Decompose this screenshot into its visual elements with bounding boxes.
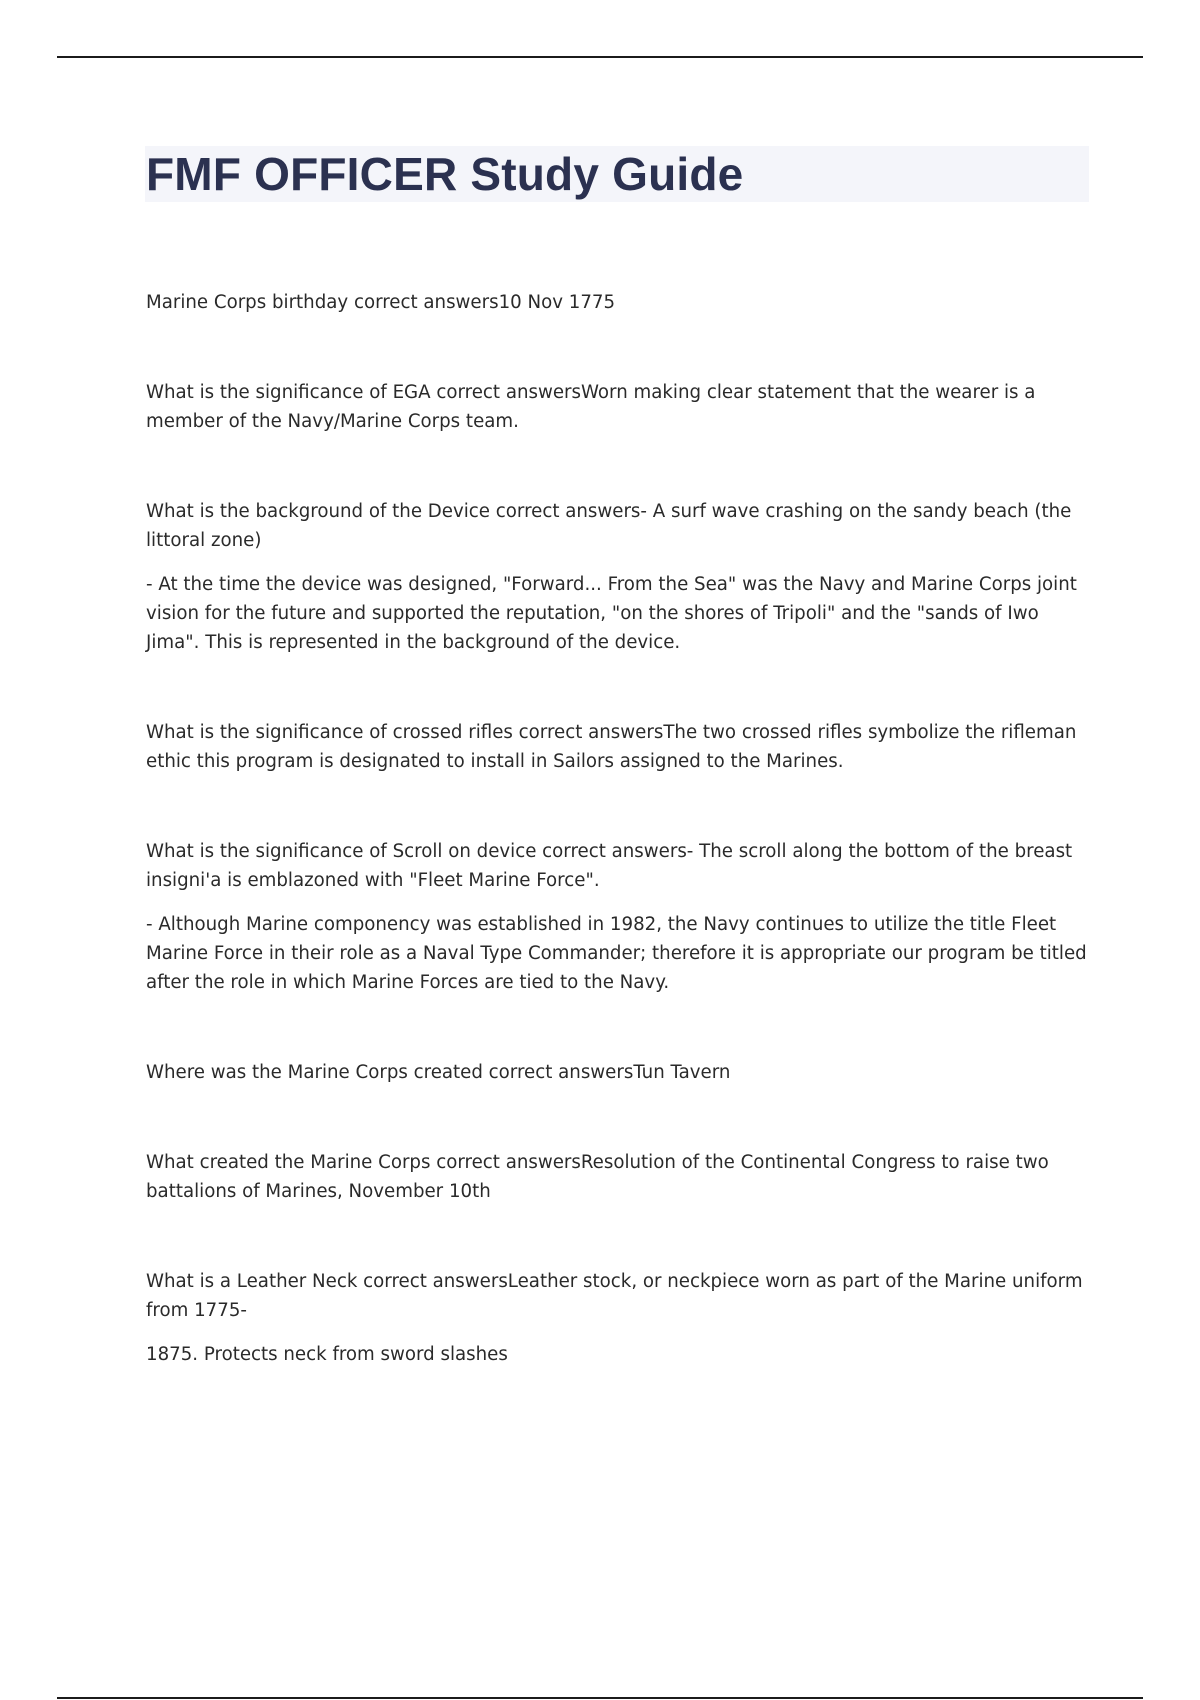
answer-text: Worn making clear statement that the wearer is a member of the Navy/Marine Corps team. [146, 382, 1036, 432]
qa-text [146, 1148, 1091, 1206]
question-text: What is the significance of Scroll on device correct answers [146, 841, 687, 862]
top-rule [57, 56, 1143, 58]
qa-item [146, 497, 1091, 657]
qa-item [146, 1267, 1091, 1369]
qa-text [146, 497, 1091, 555]
qa-text [146, 288, 1091, 317]
question-text: What is the significance of EGA correct answers [146, 382, 582, 403]
answer-continuation: - Although Marine componency was established in 1982, the Navy continues to utilize the title Fleet Marine Force in their role as a Naval Type Commander; therefore it is appropriate our program be titled after the role in which Marine Forces are tied to the Navy. [146, 914, 1087, 993]
qa-item [146, 378, 1091, 436]
qa-item [146, 718, 1091, 776]
qa-text [146, 837, 1091, 895]
answer-continuation: 1875. Protects neck from sword slashes [146, 1344, 508, 1365]
qa-item [146, 1058, 1091, 1087]
answer-text: - A surf wave crashing on the sandy beach (the littoral zone) [146, 501, 1072, 551]
answer-text: Resolution of the Continental Congress to raise two battalions of Marines, November 10th [146, 1152, 1049, 1202]
answer-text: Leather stock, or neckpiece worn as part of the Marine uniform from 1775- [146, 1271, 1083, 1321]
question-text: Marine Corps birthday correct answers [146, 292, 499, 313]
answer-text: 10 Nov 1775 [498, 292, 616, 313]
bottom-rule [57, 1697, 1143, 1699]
qa-text [146, 1267, 1091, 1325]
answer-continuation: - At the time the device was designed, "Forward... From the Sea" was the Navy and Marine Corps joint vision for the future and supported the reputation, "on the shores of Tripoli" and the "sands of Iwo Jima". This is represented in the background of the device. [146, 574, 1077, 653]
answer-text: The two crossed rifles symbolize the rifleman ethic this program is designated to install in Sailors assigned to the Marines. [146, 722, 1077, 772]
qa-item [146, 1148, 1091, 1206]
question-text: What is the significance of crossed rifles correct answers [146, 722, 664, 743]
study-guide-content [146, 288, 1091, 1430]
answer-text: Tun Tavern [633, 1062, 731, 1083]
question-text: What created the Marine Corps correct answers [146, 1152, 581, 1173]
answer-text: - The scroll along the bottom of the breast insigni'a is emblazoned with "Fleet Marine Force". [146, 841, 1073, 891]
qa-text [146, 1058, 1091, 1087]
page-title: FMF OFFICER Study Guide [146, 148, 744, 200]
qa-item [146, 837, 1091, 997]
question-text: What is a Leather Neck correct answers [146, 1271, 508, 1292]
qa-text [146, 718, 1091, 776]
qa-item [146, 288, 1091, 317]
qa-text [146, 378, 1091, 436]
question-text: What is the background of the Device correct answers [146, 501, 641, 522]
question-text: Where was the Marine Corps created correct answers [146, 1062, 634, 1083]
